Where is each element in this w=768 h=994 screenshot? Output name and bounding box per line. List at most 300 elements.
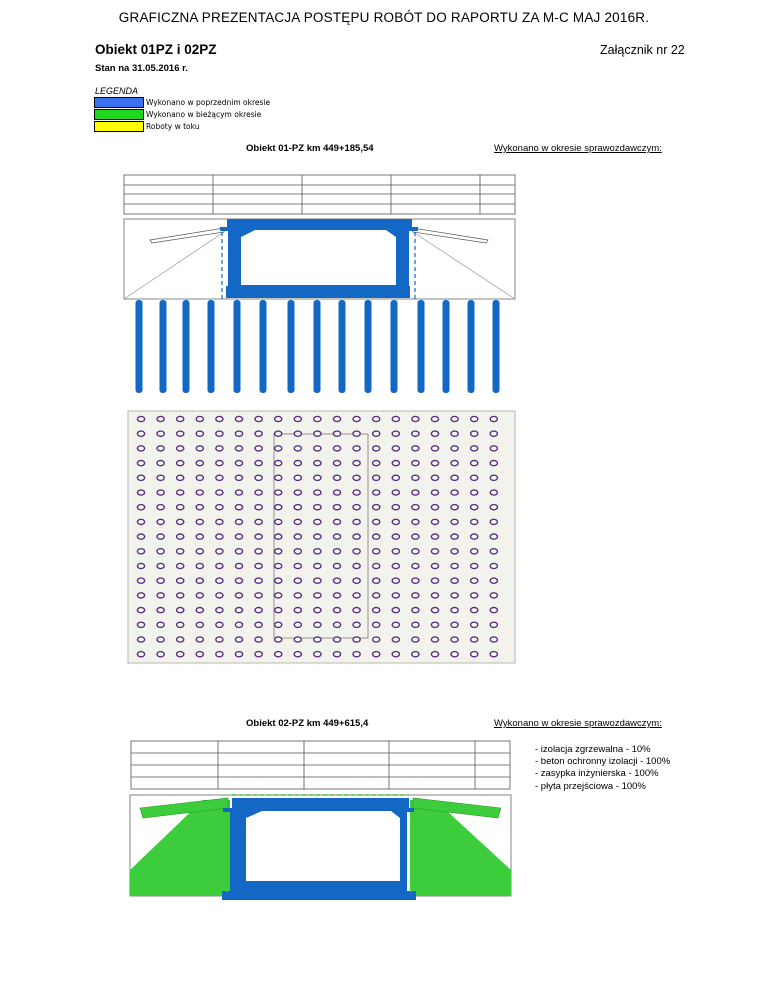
pile-head <box>196 505 203 510</box>
pile-head <box>451 490 458 495</box>
pile-head <box>451 505 458 510</box>
pile-head <box>235 431 242 436</box>
object2-plan-table <box>131 741 510 789</box>
pile <box>493 300 500 393</box>
pile-head <box>235 446 242 451</box>
pile-head <box>392 652 399 657</box>
pile-head <box>431 416 438 421</box>
pile-head <box>451 622 458 627</box>
pile-head <box>373 490 380 495</box>
pile-head <box>216 563 223 568</box>
pile-head <box>392 461 399 466</box>
pile-head <box>275 622 282 627</box>
object1-title: Obiekt 01-PZ km 449+185,54 <box>246 143 374 154</box>
pile-head <box>157 416 164 421</box>
pile-head <box>294 578 301 583</box>
pile-head <box>235 475 242 480</box>
pile-head <box>333 593 340 598</box>
pile-head <box>490 519 497 524</box>
pile-head <box>392 593 399 598</box>
pile-head <box>294 505 301 510</box>
pile-head <box>235 549 242 554</box>
object1-pile-grid <box>128 411 515 663</box>
pile-head <box>412 534 419 539</box>
pile-head <box>412 549 419 554</box>
pile-head <box>177 549 184 554</box>
pile-head <box>275 593 282 598</box>
pile-head <box>412 490 419 495</box>
pile-head <box>255 593 262 598</box>
pile-head <box>373 534 380 539</box>
pile-head <box>373 431 380 436</box>
pile-head <box>373 519 380 524</box>
pile-head <box>275 637 282 642</box>
pile-head <box>333 461 340 466</box>
pile-head <box>294 549 301 554</box>
pile-head <box>157 622 164 627</box>
pile-head <box>196 519 203 524</box>
pile-head <box>451 461 458 466</box>
pile-head <box>275 652 282 657</box>
pile-head <box>137 637 144 642</box>
pile-head <box>137 519 144 524</box>
legend-label-current: Wykonano w bieżącym okresie <box>146 109 262 119</box>
pile-head <box>216 549 223 554</box>
pile-head <box>294 608 301 613</box>
pile-head <box>177 563 184 568</box>
pile-head <box>294 563 301 568</box>
pile-head <box>275 490 282 495</box>
pile-head <box>333 446 340 451</box>
pile-head <box>373 563 380 568</box>
pile-head <box>471 637 478 642</box>
pile-head <box>314 578 321 583</box>
status-date: Stan na 31.05.2016 r. <box>95 63 188 74</box>
object2-title: Obiekt 02-PZ km 449+615,4 <box>246 718 369 729</box>
pile-head <box>275 505 282 510</box>
pile-head <box>353 578 360 583</box>
pile-head <box>412 519 419 524</box>
pile-head <box>255 622 262 627</box>
pile-head <box>412 622 419 627</box>
pile-head <box>294 652 301 657</box>
pile-head <box>255 578 262 583</box>
pile-head <box>471 431 478 436</box>
pile-head <box>196 593 203 598</box>
pile-head <box>235 637 242 642</box>
pile-head <box>177 431 184 436</box>
pile <box>468 300 475 393</box>
pile-head <box>196 549 203 554</box>
pile-head <box>431 593 438 598</box>
pile-head <box>490 549 497 554</box>
pile-head <box>137 578 144 583</box>
pile-head <box>353 622 360 627</box>
pile-head <box>471 563 478 568</box>
pile-head <box>255 608 262 613</box>
pile-head <box>412 431 419 436</box>
pile-head <box>471 446 478 451</box>
pile <box>288 300 295 393</box>
pile <box>314 300 321 393</box>
pile-head <box>373 622 380 627</box>
pile-head <box>373 578 380 583</box>
pile-head <box>216 519 223 524</box>
pile-head <box>471 578 478 583</box>
pile-head <box>451 549 458 554</box>
object1-plan-table <box>124 175 515 214</box>
object1-cross-section <box>124 219 515 299</box>
pile-head <box>353 608 360 613</box>
pile-head <box>412 475 419 480</box>
pile-head <box>235 505 242 510</box>
pile-head <box>431 475 438 480</box>
pile <box>391 300 398 393</box>
pile-head <box>137 652 144 657</box>
pile-head <box>451 534 458 539</box>
pile-head <box>177 593 184 598</box>
pile-head <box>177 578 184 583</box>
pile-head <box>451 608 458 613</box>
pile-head <box>490 505 497 510</box>
pile-head <box>392 622 399 627</box>
pile-head <box>392 431 399 436</box>
pile-head <box>373 505 380 510</box>
pile-head <box>314 490 321 495</box>
pile-head <box>451 652 458 657</box>
pile-head <box>196 622 203 627</box>
pile-head <box>314 652 321 657</box>
pile-head <box>137 431 144 436</box>
pile-head <box>177 534 184 539</box>
pile-head <box>353 431 360 436</box>
pile-head <box>333 637 340 642</box>
pile-head <box>451 475 458 480</box>
pile-head <box>216 461 223 466</box>
pile-head <box>216 416 223 421</box>
pile-head <box>471 475 478 480</box>
pile-head <box>216 608 223 613</box>
progress-item: - płyta przejściowa - 100% <box>535 780 646 792</box>
pile-head <box>196 637 203 642</box>
pile-head <box>392 637 399 642</box>
pile-head <box>216 505 223 510</box>
pile-head <box>333 505 340 510</box>
pile-head <box>294 490 301 495</box>
pile-head <box>451 431 458 436</box>
pile-head <box>451 637 458 642</box>
pile-head <box>196 446 203 451</box>
pile-head <box>431 490 438 495</box>
pile-head <box>333 519 340 524</box>
pile-head <box>216 490 223 495</box>
pile-head <box>333 563 340 568</box>
pile <box>365 300 372 393</box>
pile-head <box>216 578 223 583</box>
pile-head <box>255 416 262 421</box>
pile-head <box>431 534 438 539</box>
pile-head <box>196 461 203 466</box>
pile-head <box>255 475 262 480</box>
pile-head <box>275 519 282 524</box>
pile-head <box>255 652 262 657</box>
pile-head <box>275 461 282 466</box>
pile-head <box>157 505 164 510</box>
pile-head <box>255 431 262 436</box>
pile-head <box>451 416 458 421</box>
pile-head <box>490 416 497 421</box>
pile-head <box>373 446 380 451</box>
pile-head <box>255 505 262 510</box>
pile-head <box>490 461 497 466</box>
pile-head <box>275 549 282 554</box>
pile-head <box>353 416 360 421</box>
pile-head <box>157 490 164 495</box>
pile-head <box>275 608 282 613</box>
pile-head <box>235 652 242 657</box>
pile-head <box>196 563 203 568</box>
pile-head <box>392 416 399 421</box>
pile-head <box>373 461 380 466</box>
pile-head <box>373 475 380 480</box>
pile-head <box>451 563 458 568</box>
pile-head <box>490 490 497 495</box>
pile-head <box>353 637 360 642</box>
pile-head <box>314 608 321 613</box>
pile-head <box>294 637 301 642</box>
pile-head <box>412 446 419 451</box>
pile-head <box>314 446 321 451</box>
pile-head <box>353 475 360 480</box>
pile-head <box>353 549 360 554</box>
pile <box>339 300 346 393</box>
pile-head <box>471 652 478 657</box>
pile-head <box>157 578 164 583</box>
pile-head <box>177 461 184 466</box>
pile-head <box>177 475 184 480</box>
pile-head <box>137 505 144 510</box>
pile-head <box>157 431 164 436</box>
pile-head <box>275 446 282 451</box>
pile-head <box>431 578 438 583</box>
pile-head <box>196 534 203 539</box>
pile-head <box>333 549 340 554</box>
pile-head <box>235 461 242 466</box>
pile-head <box>177 416 184 421</box>
pile-head <box>177 637 184 642</box>
pile-head <box>196 490 203 495</box>
pile-head <box>157 519 164 524</box>
pile-head <box>471 608 478 613</box>
pile-head <box>235 622 242 627</box>
pile-head <box>275 431 282 436</box>
legend-label-previous: Wykonano w poprzednim okresie <box>146 97 271 107</box>
pile-head <box>490 622 497 627</box>
pile-head <box>333 416 340 421</box>
pile-head <box>490 431 497 436</box>
pile-head <box>137 475 144 480</box>
pile-head <box>216 593 223 598</box>
pile-head <box>471 622 478 627</box>
pile-head <box>255 637 262 642</box>
pile-head <box>353 519 360 524</box>
pile-head <box>157 549 164 554</box>
pile-head <box>294 622 301 627</box>
pile-head <box>314 622 321 627</box>
pile-head <box>333 534 340 539</box>
pile-head <box>471 549 478 554</box>
pile-head <box>157 446 164 451</box>
pile-head <box>294 416 301 421</box>
pile-head <box>196 652 203 657</box>
pile-head <box>333 608 340 613</box>
pile-head <box>373 549 380 554</box>
pile-head <box>451 593 458 598</box>
pile-head <box>353 563 360 568</box>
pile-head <box>333 475 340 480</box>
pile-head <box>235 578 242 583</box>
pile-head <box>255 534 262 539</box>
pile-head <box>157 652 164 657</box>
pile-head <box>294 446 301 451</box>
pile-head <box>392 490 399 495</box>
pile-head <box>157 563 164 568</box>
pile <box>260 300 267 393</box>
pile-head <box>235 416 242 421</box>
pile-head <box>137 608 144 613</box>
pile-head <box>137 416 144 421</box>
pile-head <box>177 622 184 627</box>
pile <box>208 300 215 393</box>
pile-head <box>392 608 399 613</box>
pile-head <box>431 563 438 568</box>
pile-head <box>294 475 301 480</box>
pile-head <box>490 578 497 583</box>
pile-head <box>137 446 144 451</box>
pile-head <box>353 593 360 598</box>
pile-head <box>471 505 478 510</box>
progress-item: - izolacja zgrzewalna - 10% <box>535 744 651 755</box>
pile-head <box>392 519 399 524</box>
pile-head <box>216 534 223 539</box>
pile-head <box>490 637 497 642</box>
pile-head <box>471 534 478 539</box>
pile-head <box>333 431 340 436</box>
pile-head <box>431 652 438 657</box>
pile-head <box>490 475 497 480</box>
pile-head <box>255 461 262 466</box>
pile-head <box>431 446 438 451</box>
pile-head <box>490 534 497 539</box>
pile-head <box>196 475 203 480</box>
pile-head <box>353 461 360 466</box>
annex-number: Załącznik nr 22 <box>600 43 685 57</box>
pile-head <box>373 416 380 421</box>
pile-head <box>451 578 458 583</box>
pile-head <box>314 563 321 568</box>
pile-head <box>157 534 164 539</box>
pile-head <box>275 475 282 480</box>
pile-head <box>353 446 360 451</box>
pile-head <box>392 534 399 539</box>
pile-head <box>235 563 242 568</box>
pile-head <box>177 505 184 510</box>
pile-head <box>412 505 419 510</box>
pile-head <box>471 490 478 495</box>
pile-head <box>216 446 223 451</box>
pile-head <box>235 593 242 598</box>
pile-head <box>392 549 399 554</box>
pile-head <box>412 593 419 598</box>
pile-head <box>392 578 399 583</box>
pile-head <box>275 534 282 539</box>
page-title: GRAFICZNA PREZENTACJA POSTĘPU ROBÓT DO RAPORTU ZA M-C MAJ 2016R. <box>118 10 650 25</box>
pile-head <box>235 534 242 539</box>
pile-head <box>431 608 438 613</box>
pile-head <box>431 505 438 510</box>
pile-head <box>471 416 478 421</box>
pile <box>183 300 190 393</box>
pile-head <box>431 461 438 466</box>
pile-head <box>314 534 321 539</box>
pile-head <box>431 637 438 642</box>
pile-head <box>431 622 438 627</box>
progress-item: - zasypka inżynierska - 100% <box>535 768 659 780</box>
pile-head <box>333 490 340 495</box>
pile-head <box>314 461 321 466</box>
pile-head <box>216 475 223 480</box>
pile-head <box>471 519 478 524</box>
pile-head <box>157 637 164 642</box>
pile-head <box>137 461 144 466</box>
pile-head <box>490 608 497 613</box>
pile-head <box>216 637 223 642</box>
pile-head <box>412 416 419 421</box>
object1-piles <box>136 300 500 393</box>
pile-head <box>490 563 497 568</box>
pile <box>160 300 167 393</box>
pile-head <box>314 431 321 436</box>
pile-head <box>392 446 399 451</box>
pile-head <box>333 578 340 583</box>
pile-head <box>353 505 360 510</box>
pile-head <box>177 446 184 451</box>
pile <box>418 300 425 393</box>
object1-done-label: Wykonano w okresie sprawozdawczym: <box>494 143 662 154</box>
pile-head <box>177 608 184 613</box>
pile-head <box>412 608 419 613</box>
pile-head <box>275 416 282 421</box>
pile-head <box>294 593 301 598</box>
pile-head <box>216 652 223 657</box>
pile-head <box>314 475 321 480</box>
pile-head <box>137 490 144 495</box>
pile-head <box>177 652 184 657</box>
pile-head <box>137 549 144 554</box>
pile-head <box>490 652 497 657</box>
pile-head <box>490 593 497 598</box>
pile-head <box>157 461 164 466</box>
pile-head <box>314 549 321 554</box>
pile-head <box>431 549 438 554</box>
pile-head <box>353 490 360 495</box>
pile-head <box>294 534 301 539</box>
pile-head <box>294 431 301 436</box>
pile-head <box>255 563 262 568</box>
pile-head <box>216 431 223 436</box>
pile-head <box>314 416 321 421</box>
pile-head <box>255 490 262 495</box>
